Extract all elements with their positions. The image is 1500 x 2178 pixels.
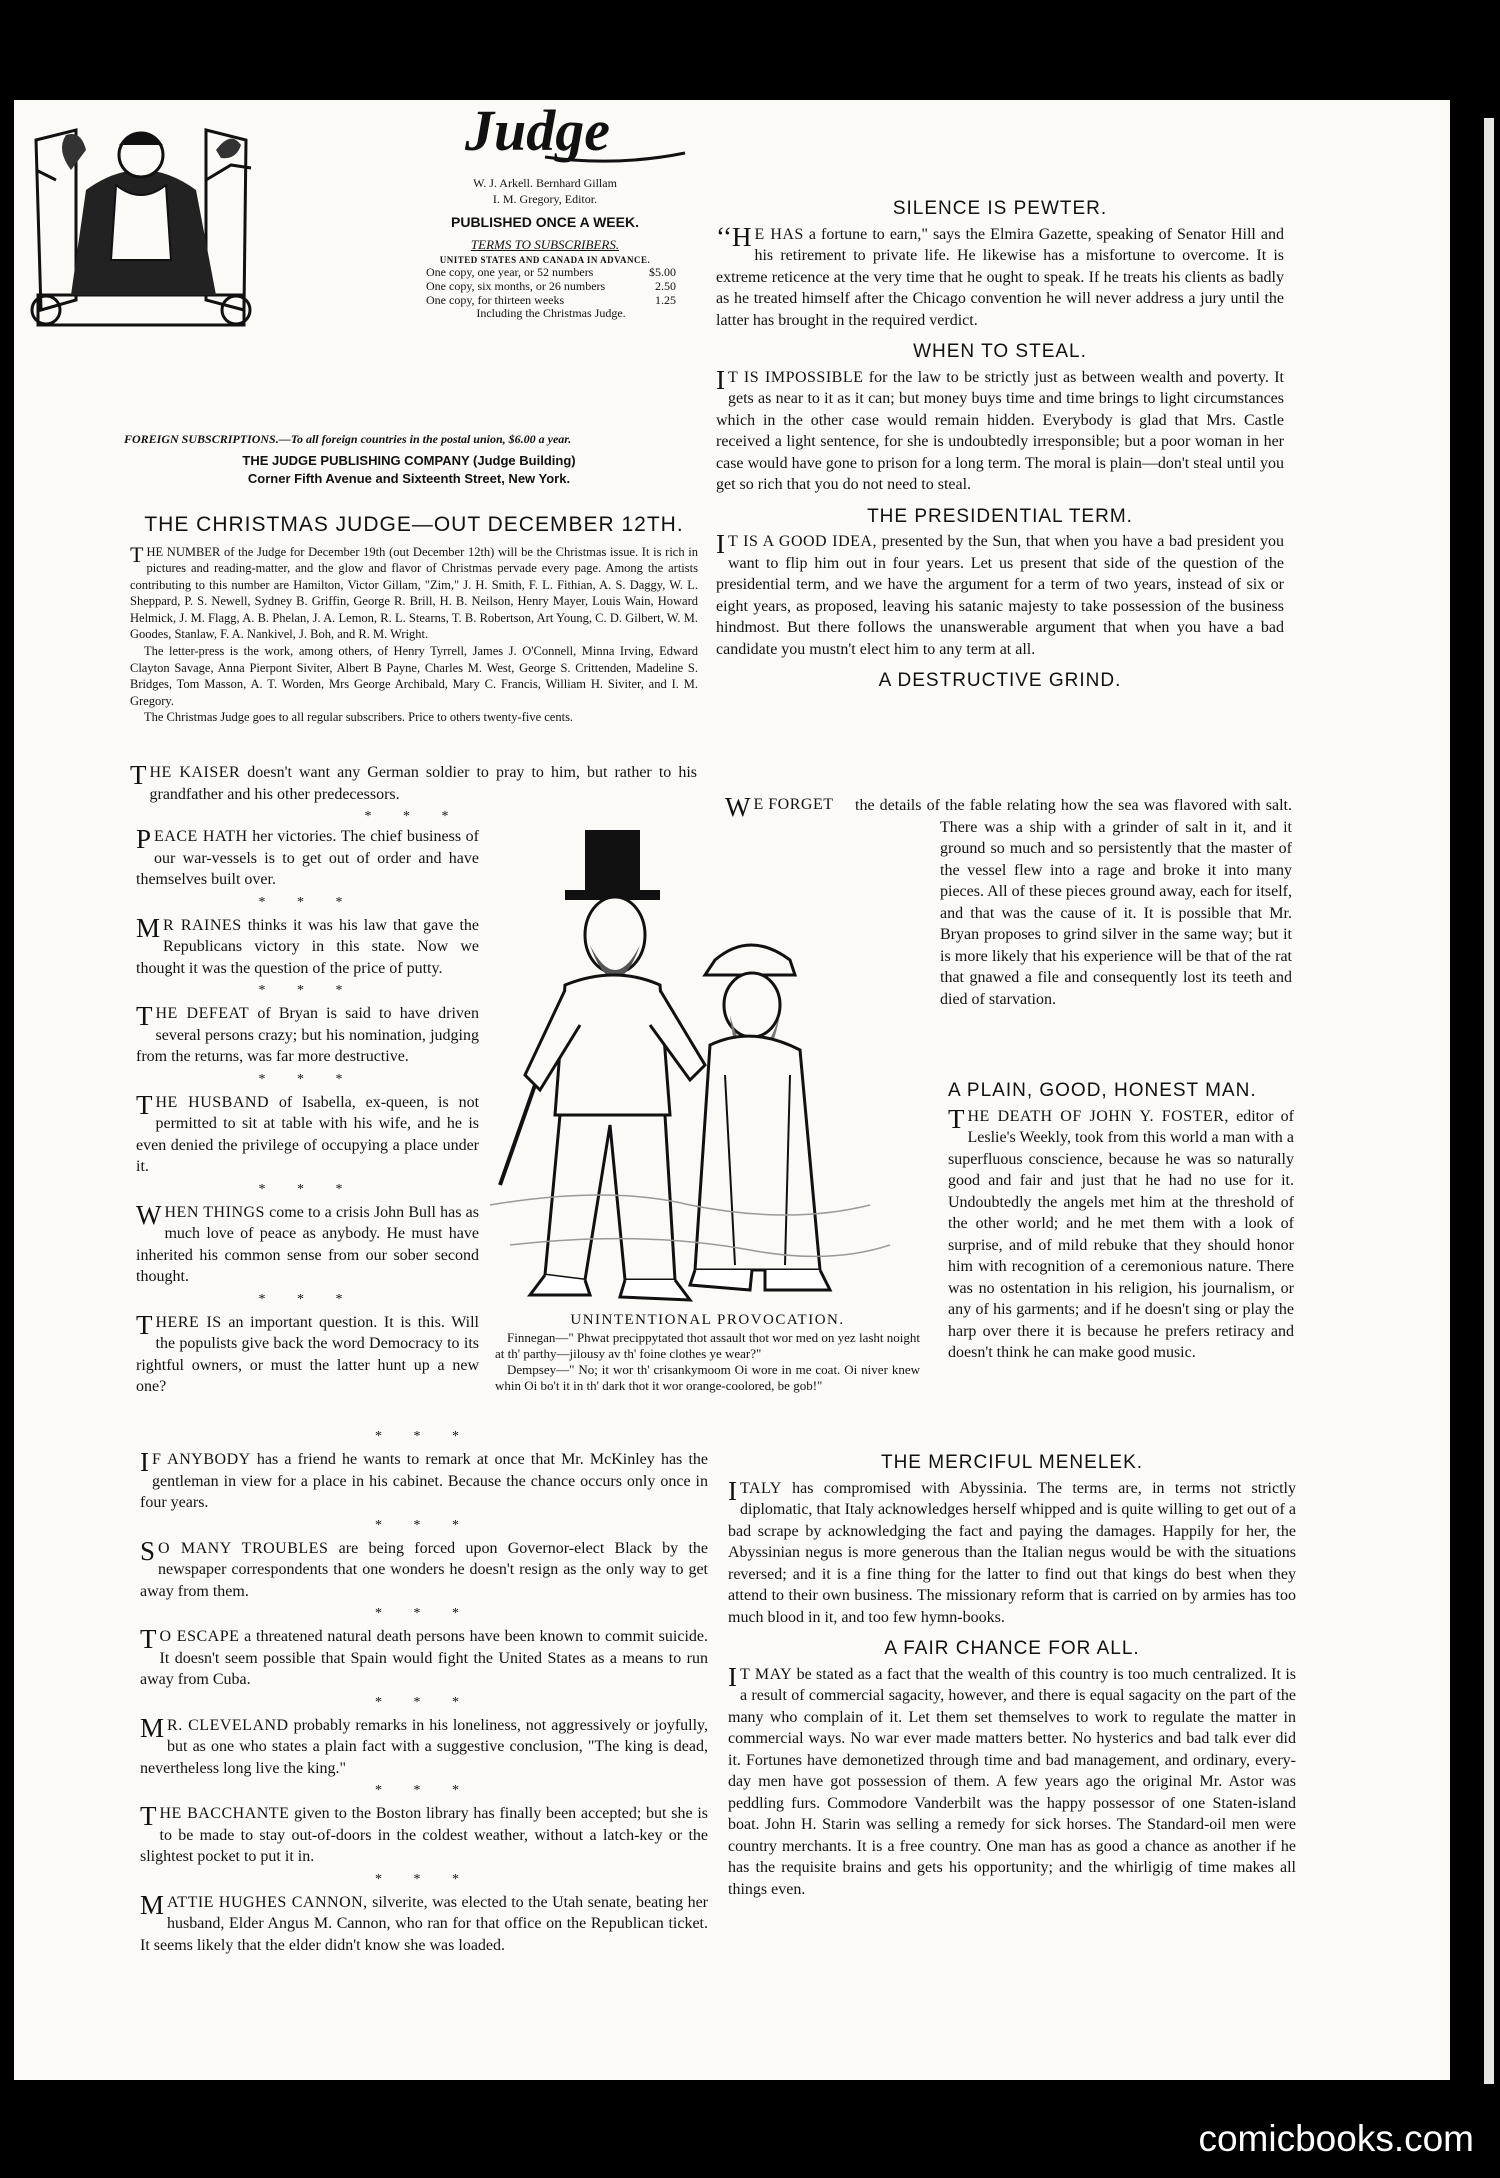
silence-body: ‘‘H E HAS a fortune to earn," says the Elmira Gazette, speaking of Senator Hill and his retirement to private life. He likewise has a misfortune to overcome. It is extreme reticence at the very time that he ought to speak. If he treats his clients as badly as he treated himself after the Chicago convention he will never address a jury until the latter has brought in the required verdict. — [716, 221, 1285, 329]
masthead-info — [400, 175, 690, 321]
price-row: One copy, six months, or 26 numbers 2.50 — [426, 278, 676, 293]
christmas-body-2: The letter-press is the work, among others, of Henry Tyrrell, James J. O'Connell, Minna Irving, Edward Clayton Savage, Anna Pierpont Siviter, Albert B Payne, Charles M. West, George S. Crittenden, Madeline S. Bridges, Tom Masson, A. T. Worden, Mrs George Archibald, Mary C. Francis, William H. Siviter, and I. M. Gregory. — [130, 644, 698, 708]
kaiser-paragraph: THE KAISER doesn't want any German soldier to pray to him, but rather to his grandfather and his other predecessors. * * * — [130, 760, 697, 824]
publisher-address: Corner Fifth Avenue and Sixteenth Street, New York. — [247, 471, 571, 487]
site-watermark: comicbooks.com — [1198, 2118, 1474, 2159]
unintentional-provocation-illustration — [490, 825, 910, 1310]
bacchante-paragraph: THE BACCHANTE given to the Boston library has finally been accepted; but she is to be made to stay out-of-doors in the coldest weather, without a latch-key or the slightest pocket to put it in. — [140, 1801, 709, 1865]
separator-stars: * * * — [375, 1517, 473, 1533]
publisher-block — [124, 452, 694, 488]
left-short-column — [136, 826, 479, 1398]
right-column-top — [716, 198, 1284, 696]
menelek-body: ITALY has compromised with Abyssinia. The terms are, in terms not strictly diplomatic, that Italy acknowledges herself whipped and is quite willing to get out of a bad scrape by acknowledging the fact and paying the damages. Happily for her, the Abyssinian negus is more generous than the Italian negus would be with the situations reversed; and it is a fine thing for the latter to find out that kings do best when they attend to their own business. The missionary reform that is carried on by armies has too much blood in it, and too few hymn-books. — [728, 1475, 1296, 1626]
subscription-terms-title: TERMS TO SUBSCRIBERS. — [470, 237, 620, 253]
cleveland-paragraph: M R. CLEVELAND probably remarks in his loneliness, not aggressively or joyfully, but as one who states a plain fact with a suggestive conclusion, "The king is dead, nevertheless long live the king." — [140, 1712, 709, 1777]
raines-paragraph: M R RAINES thinks it was his law that gave the Republicans victory in this state. Now we thought it was the question of the price of putty. — [136, 912, 479, 977]
separator-stars: * * * — [375, 1783, 473, 1798]
judge-logo — [455, 95, 695, 175]
chance-body: I T MAY be stated as a fact that the wealth of this country is too much centralized. It is a result of commercial sagacity, however, and there is equal sagacity on the part of the many who complain of it. Let them set themselves to work to regulate the matter in commercial ways. No war ever made matters better. No hysterics and bad talk ever did it. Fortunes have demonetized through time and bad management, and ordinary, every-day men have got possession of them. A few years ago the original Mr. Astor was peddling furs. Commodore Vanderbilt was the happy possessor of one Staten-island boat. John H. Starin was selling a remedy for sick horses. The Standard-oil men were country merchants. It is a free country. One man has as good a chance as another if he has the requisite brains and gets his opportunity; and the whirligig of time makes all things even. — [728, 1661, 1296, 1898]
facing-page-edge — [1484, 118, 1494, 2084]
escape-paragraph: T O ESCAPE a threatened natural death persons have been known to commit suicide. It doesn't seem possible that Spain would fight the United States as a means to run away from Cuba. — [140, 1624, 709, 1688]
price-table — [426, 266, 690, 321]
judge-figure-illustration — [16, 110, 266, 335]
caption-title: UNINTENTIONAL PROVOCATION. — [570, 1312, 845, 1328]
svg-text:Judge: Judge — [465, 98, 610, 163]
christmas-body: THE NUMBER of the Judge for December 19th (out December 12th) will be the Christmas issue. It is rich in pictures and reading-matter, and the glow and flavor of Christmas pervade every page. Among the artists contributing to this number are Hamilton, Victor Gillam, "Zim," J. H. Smith, F. L. Fithian, A. S. Daggy, W. L. Sheppard, P. S. Newell, Sydney B. Griffin, George R. Brill, H. B. Neilson, Henry Mayer, Louis Wain, Howard Helmick, J. M. Flagg, A. B. Phelan, J. A. Lemon, R. L. Stearns, T. B. Robertson, Art Young, C. D. Gilbert, W. M. Goodes, Stanlaw, F. A. Nankivel, J. Boh, and R. M. Wright. — [130, 541, 698, 642]
separator-stars: * * * — [258, 1071, 357, 1087]
christmas-heading: THE CHRISTMAS JUDGE—OUT DECEMBER 12TH. — [144, 513, 684, 536]
separator-stars: * * * — [364, 809, 463, 824]
including-note: Including the Christmas Judge. — [476, 306, 626, 321]
christmas-notice — [130, 514, 698, 726]
separator-stars: * * * — [258, 983, 357, 998]
publisher-name: THE JUDGE PUBLISHING COMPANY (Judge Building) — [242, 453, 576, 468]
separator-stars: * * * — [258, 1291, 357, 1307]
editor-line: I. M. Gregory, Editor. — [492, 192, 598, 207]
separator-stars: * * * — [258, 1181, 357, 1197]
grind-body: the details of the fable relating how the sea was flavored with salt. There was a ship with a grinder of salt in it, and it ground so much and so persistently that the master of the vessel flew into a rage and broke it into many pieces. All of these pieces ground away, each for itself, and that was the cause of it. It is possible that Mr. Bryan proposes to grind silver in the same way; but it is more likely that his experience will be that of the rat that gnawed a file and consequently lost its teeth and died of starvation. — [855, 797, 1292, 1008]
right-column-bottom — [728, 1452, 1296, 1900]
honest-heading: A PLAIN, GOOD, HONEST MAN. — [948, 1080, 1257, 1101]
peace-paragraph: PEACE HATH her victories. The chief business of our war-vessels is to get out of order and have themselves built over. — [136, 824, 480, 888]
troubles-paragraph: S O MANY TROUBLES are being forced upon Governor-elect Black by the newspaper correspondents that one wonders he doesn't resign as the only way to get away from them. — [140, 1535, 709, 1600]
husband-paragraph: THE HUSBAND of Isabella, ex-queen, is not permitted to sit at table with his wife, and he is even denied the privilege of occupying a place under it. — [136, 1089, 480, 1175]
steal-body: I T IS IMPOSSIBLE for the law to be strictly just as between wealth and poverty. It gets as near to it as it can; but money buys time and time brings to light circumstances which in the other case would remain hidden. Everybody is glad that Mrs. Castle received a light sentence, for she is undoubtedly irresponsible; but a poor woman in her case would have gone to prison for a long term. The moral is plain—don't steal until you get so rich that you do not need to steal. — [716, 364, 1285, 493]
silence-heading: SILENCE IS PEWTER. — [892, 198, 1108, 219]
menelek-heading: THE MERCIFUL MENELEK. — [880, 1452, 1144, 1473]
separator-stars: * * * — [375, 1429, 473, 1444]
price-row: One copy, for thirteen weeks 1.25 — [426, 292, 676, 307]
chance-heading: A FAIR CHANCE FOR ALL. — [884, 1638, 1140, 1659]
steal-heading: WHEN TO STEAL. — [913, 341, 1087, 362]
separator-stars: * * * — [375, 1606, 473, 1621]
term-body: I T IS A GOOD IDEA, presented by the Sun, that when you have a bad president you want to flip him out in four years. Let us present that side of the question of the presidential term, and we have the argument for a term of two years, instead of six or eight years, as proposed, leaving his satanic majesty to take possession of the business hindmost. But there follows the unanswerable argument that when you have a bad candidate you mustn't elect him to any term at all. — [716, 529, 1285, 658]
honest-article — [948, 1080, 1294, 1364]
question-paragraph: THERE IS an important question. It is this. Will the populists give back the word Democracy to its rightful owners, or must the latter hunt up a new one? — [136, 1309, 480, 1395]
publication-frequency: PUBLISHED ONCE A WEEK. — [451, 214, 639, 231]
grind-heading: A DESTRUCTIVE GRIND. — [878, 670, 1122, 691]
christmas-body-3: The Christmas Judge goes to all regular subscribers. Price to others twenty-five cents. — [144, 710, 574, 725]
left-lower-column — [140, 1429, 709, 1956]
illustration-caption — [495, 1312, 920, 1394]
caption-line-1: Finnegan—" Phwat precippytated thot assault thot wor med on yez lasht noight at th' parthy—jilousy av th' foine clothes ye wear?" — [495, 1330, 920, 1361]
grind-lead-line: W E FORGET — [725, 792, 834, 822]
foreign-subscriptions: FOREIGN SUBSCRIPTIONS.—To all foreign countries in the postal union, $6.00 a year. — [124, 432, 572, 446]
honest-body: THE DEATH OF JOHN Y. FOSTER, editor of Leslie's Weekly, took from this world a man with a superfluous conscience, because he was so naturally good and fair and just that he had no use for it. Undoubtedly the angels met him at the threshold of the other world; and he met them with a look of surprise, and of mild rebuke that they should honor him with recognition of a ceremonious nature. There was no ostentation in his religion, his journalism, or any of his garments; and if he doesn't sing or play the harp over there it is because he prefers retiracy and doesn't think he can make good music. — [948, 1103, 1294, 1361]
separator-stars: * * * — [375, 1871, 473, 1887]
caption-line-2: Dempsey—" No; it wor th' crisankymoom Oi wore in me coat. Oi niver knew whin Oi bo't it in th' dark thot it wor orange-coolored, be gob!" — [495, 1362, 920, 1393]
term-heading: THE PRESIDENTIAL TERM. — [867, 505, 1133, 527]
editors-line: W. J. Arkell. Bernhard Gillam — [473, 176, 617, 190]
advance-note: UNITED STATES AND CANADA IN ADVANCE. — [439, 254, 651, 265]
anybody-paragraph: I F ANYBODY has a friend he wants to remark at once that Mr. McKinley has the gentleman in view for a place in his cabinet. Because the chance occurs only once in four years. — [140, 1447, 708, 1511]
mattie-paragraph: MATTIE HUGHES CANNON, silverite, was elected to the Utah senate, beating her husband, Elder Angus M. Cannon, who ran for that office on the Republican ticket. It seems likely that the elder didn't know she was loaded. — [140, 1889, 709, 1954]
things-paragraph: WHEN THINGS come to a crisis John Bull has as much love of peace as anybody. He must have inherited his common sense from our sober second thought. — [136, 1199, 479, 1285]
separator-stars: * * * — [375, 1694, 473, 1710]
defeat-paragraph: THE DEFEAT of Bryan is said to have driven several persons crazy; but his nomination, judging from the returns, was far more destructive. — [136, 1001, 479, 1065]
price-row: One copy, one year, or 52 numbers $5.00 — [426, 264, 676, 279]
separator-stars: * * * — [258, 894, 357, 910]
